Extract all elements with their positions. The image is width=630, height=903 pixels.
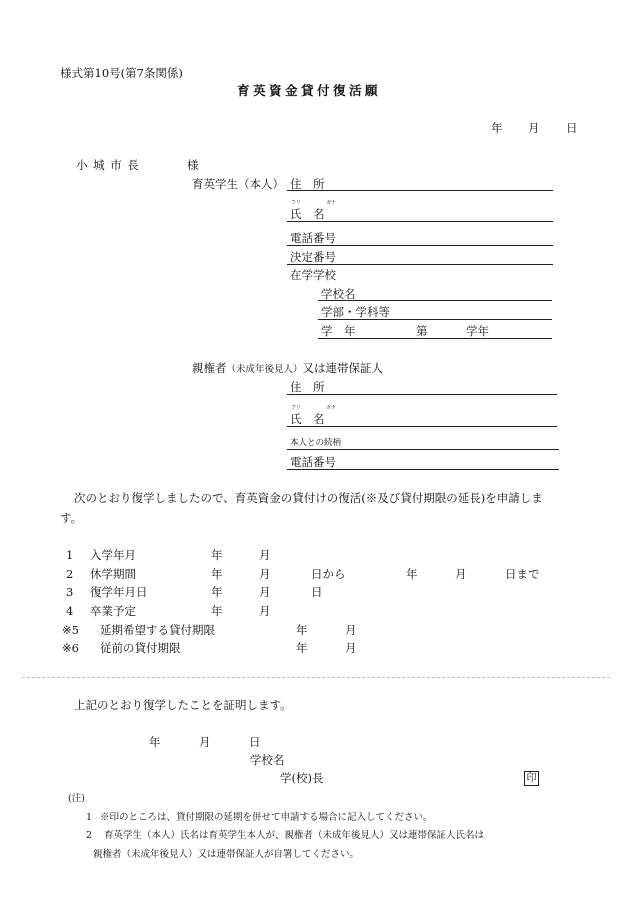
item-3-month: 月 [259,585,271,599]
student-section-label: 育英学生（本人） [192,177,284,191]
item-6-year: 年 [296,641,308,655]
guardian-furigana-1: フリ [291,405,301,411]
seal-mark: 印 [524,771,539,786]
item-6-month: 月 [345,641,357,655]
certification-year: 年 [149,735,161,749]
item-2-label: 休学期間 [90,567,136,581]
guardian-phone-label: 電話番号 [290,455,336,469]
date-year-label: 年 [491,121,503,135]
grade-label: 学 年 [321,324,356,338]
note-2-number: 2 [86,830,93,841]
item-2-day-to: 日まで [505,567,540,581]
note-2-text-continued: 親権者（未成年後見人）又は連帯保証人が自署してください。 [93,849,360,860]
decision-number-field[interactable] [287,264,553,265]
notes-heading: (注) [68,793,85,804]
form-number: 様式第10号(第7条関係) [60,66,183,80]
guardian-name-label: 氏 名 [290,412,325,426]
grade-dai-label: 第 [416,324,428,338]
item-4-month: 月 [259,604,271,618]
faculty-label: 学部・学科等 [321,305,390,319]
item-2-month-to: 月 [455,567,467,581]
relation-label: 本人との続柄 [290,438,342,448]
item-4-label: 卒業予定 [90,604,136,618]
item-6-number: ※6 [62,641,79,655]
item-5-number: ※5 [62,623,79,637]
item-5-year: 年 [296,623,308,637]
school-name-field[interactable] [318,300,552,301]
school-heading-label: 在学学校 [290,268,336,282]
student-phone-label: 電話番号 [290,231,336,245]
guardian-address-label: 住 所 [290,380,325,394]
item-3-day: 日 [311,585,323,599]
certification-school-name-label: 学校名 [250,753,285,767]
student-furigana-2: ガナ [326,200,337,206]
grade-field[interactable] [318,338,552,339]
relation-field[interactable] [287,449,559,450]
item-1-label: 入学年月 [90,548,136,562]
certification-day: 日 [249,735,261,749]
item-3-year: 年 [211,585,223,599]
addressee-honorific: 様 [187,158,199,172]
application-text-line1: 次のとおり復学しましたので、育英資金の貸付けの復活(※及び貸付期限の延長)を申請しま [74,491,543,505]
student-name-field[interactable] [287,221,553,222]
item-3-label: 復学年月日 [90,585,148,599]
section-divider [22,677,610,678]
student-address-field[interactable] [287,190,553,191]
note-2-text: 育英学生（本人）氏名は育英学生本人が、親権者（未成年後見人）又は連帯保証人氏名は [104,830,485,841]
item-2-month-from: 月 [259,567,271,581]
item-2-year-to: 年 [406,567,418,581]
item-4-number: 4 [66,604,74,618]
item-2-number: 2 [66,567,74,581]
item-5-month: 月 [345,623,357,637]
certification-text: 上記のとおり復学したことを証明します。 [74,698,292,712]
item-1-number: 1 [66,548,74,562]
item-1-year: 年 [211,548,223,562]
note-1-number: 1 [86,812,93,823]
date-month-label: 月 [528,121,540,135]
grade-year-label: 学年 [466,324,489,338]
student-address-label: 住 所 [290,177,325,191]
item-2-day-from: 日から [311,567,346,581]
application-text-line2: す。 [60,511,83,525]
item-5-label: 延期希望する貸付期限 [100,623,215,637]
form-title: 育英資金貸付復活願 [237,83,382,98]
guardian-address-field[interactable] [287,394,557,395]
item-3-number: 3 [66,585,74,599]
decision-number-label: 決定番号 [290,250,336,264]
student-name-label: 氏 名 [290,207,325,221]
faculty-field[interactable] [318,319,552,320]
item-2-year-from: 年 [211,567,223,581]
certification-month: 月 [199,735,211,749]
school-name-label: 学校名 [321,287,356,301]
date-day-label: 日 [566,121,578,135]
item-6-label: 従前の貸付期限 [100,641,181,655]
item-1-month: 月 [259,548,271,562]
addressee-city: 小 城 市 長 [76,158,140,172]
student-furigana-1: フリ [291,200,301,206]
guardian-phone-field[interactable] [287,469,559,470]
guardian-section-label: 親権者（未成年後見人）又は連帯保証人 [192,361,384,375]
principal-label: 学(校)長 [280,771,324,785]
student-phone-field[interactable] [287,245,553,246]
item-4-year: 年 [211,604,223,618]
guardian-furigana-2: ガナ [326,405,337,411]
guardian-name-field[interactable] [287,426,557,427]
note-1-text: ※印のところは、貸付期限の延期を併せて申請する場合に記入してください。 [100,812,433,823]
